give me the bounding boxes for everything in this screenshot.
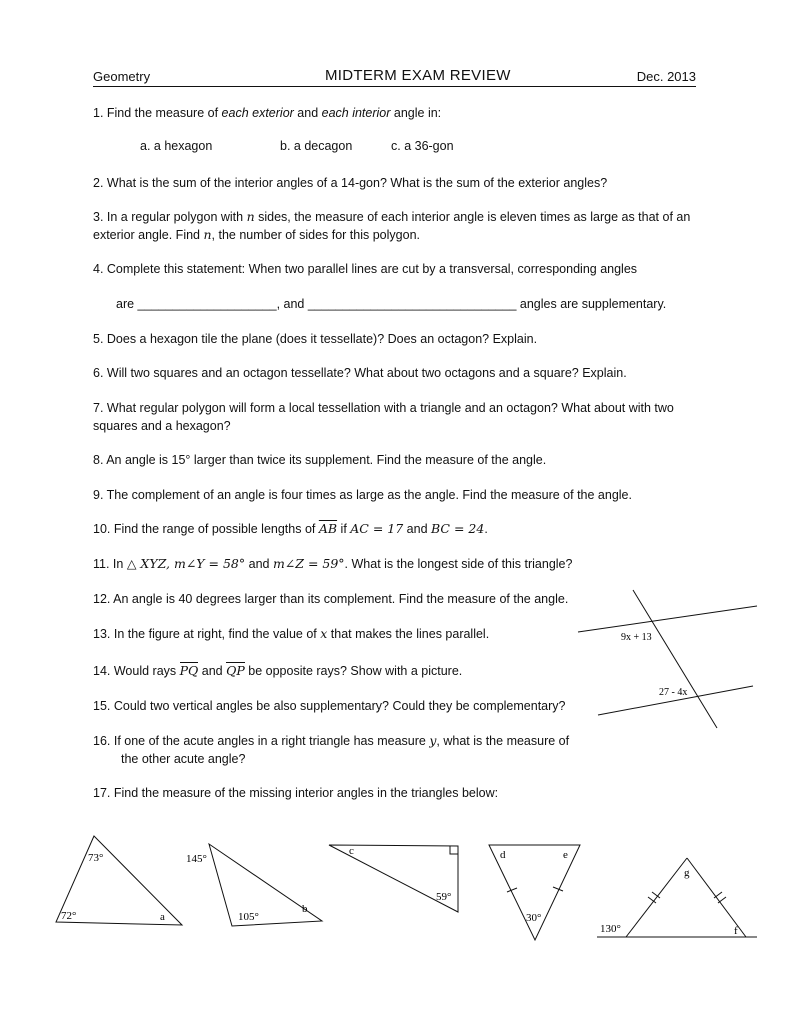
q10-text-and: and [403,522,431,536]
q14-ray-pq: PQ [179,663,199,678]
q1-emphasis-exterior: each exterior [221,106,294,120]
q3-variable-n: n [246,209,255,224]
triangle-5-tick-right-b [718,897,726,903]
question-15: 15. Could two vertical angles be also supplementary? Could they be complementary? [93,699,566,713]
q11-text-post: . What is the longest side of this triangle? [344,557,573,571]
question-7: 7. What regular polygon will form a local tessellation with a triangle and an octagon? What about with two [93,401,674,415]
question-7-line-2: squares and a hexagon? [93,419,231,433]
triangle-5 [597,858,757,937]
question-16-line-2: the other acute angle? [121,752,246,766]
q1-option-b: b. a decagon [280,139,353,153]
triangle-4-label-left: d [500,849,506,861]
q1-option-c: c. a 36-gon [391,139,454,153]
q11-math-angle-z: m∠Z = 59° [272,556,345,571]
q11-text-pre: 11. In [93,557,127,571]
page-title: MIDTERM EXAM REVIEW [325,67,511,84]
question-8: 8. An angle is 15° larger than twice its supplement. Find the measure of the angle. [93,453,547,467]
triangle-2 [186,844,322,926]
q1-emphasis-interior: each interior [321,106,391,120]
triangle-3-right-angle-mark [450,846,458,854]
triangle-1-label-top: 73° [88,852,104,864]
question-9: 9. The complement of an angle is four times as large as the angle. Find the measure of the angle. [93,488,632,502]
triangle-5-label-right: f [734,925,738,937]
question-5: 5. Does a hexagon tile the plane (does it tessellate)? Does an octagon? Explain. [93,332,538,346]
q11-text-and: and [245,557,273,571]
triangle-3-label-bottom: 59° [436,891,452,903]
triangle-1-label-right: a [160,911,165,923]
q1-text-post: angle in: [390,106,442,120]
date-label: Dec. 2013 [636,69,696,84]
q13-variable-x: x [320,626,328,641]
q13-angle-label-2: 27 - 4x [659,687,688,698]
triangle-1-label-left: 72° [61,910,77,922]
q13-text-pre: 13. In the figure at right, find the value of [93,627,321,641]
q13-text-post: that makes the lines parallel. [327,627,490,641]
q3-line2-post: , the number of sides for this polygon. [211,228,420,242]
q14-ray-qp: QP [226,663,245,678]
question-6: 6. Will two squares and an octagon tessellate? What about two octagons and a square? Explain. [93,366,627,380]
q11-math-triangle: △ XYZ, m∠Y = 58° [126,556,246,571]
question-4-line-2: are ____________________, and ______________________________ angles are supplementary. [116,297,667,311]
q10-math-ac: AC = 17 [350,521,404,536]
q16-variable-y: y [429,733,437,748]
triangle-5-label-exterior: 130° [600,923,621,935]
question-4: 4. Complete this statement: When two parallel lines are cut by a transversal, corresponding angles [93,262,638,276]
q10-segment-ab: $\overline{AB}$ [318,521,338,536]
triangle-4-label-right: e [563,849,568,861]
triangle-3-label-left: c [349,845,354,857]
q14-text-and: and [198,664,227,678]
triangle-5-left-side [626,858,687,937]
triangle-3 [329,845,458,912]
q14-text-pre: 14. Would rays [93,664,180,678]
q3-line2-pre: exterior angle. Find [93,228,204,242]
question-17: 17. Find the measure of the missing interior angles in the triangles below: [93,786,499,800]
triangle-4 [489,845,580,940]
q10-text-pre: 10. Find the range of possible lengths of [93,522,319,536]
q1-text-mid: and [293,106,322,120]
question-12: 12. An angle is 40 degrees larger than its complement. Find the measure of the angle. [93,592,569,606]
q10-text-post: . [484,522,488,536]
q14-text-post: be opposite rays? Show with a picture. [244,664,463,678]
q3-line2-variable-n: n [203,227,212,242]
q10-math-bc: BC = 24 [431,521,485,536]
q16-text-post: , what is the measure of [436,734,570,748]
q3-text-pre: 3. In a regular polygon with [93,210,247,224]
triangle-2-label-top: 145° [186,853,207,865]
triangle-2-label-bottom: 105° [238,911,259,923]
triangle-5-label-top: g [684,867,690,879]
subject-label: Geometry [93,69,151,84]
triangle-4-label-bottom: 30° [526,912,542,924]
triangle-1 [56,836,182,925]
question-2: 2. What is the sum of the interior angles of a 14-gon? What is the sum of the exterior angles? [93,176,608,190]
q13-angle-label-1: 9x + 13 [621,632,652,643]
triangle-2-label-right: b [302,903,308,915]
q10-text-if: if [337,522,351,536]
q1-option-a: a. a hexagon [140,139,213,153]
q1-text-pre: 1. Find the measure of [93,106,222,120]
q3-text-post: sides, the measure of each interior angle is eleven times as large as that of an [254,210,691,224]
q16-text-pre: 16. If one of the acute angles in a right triangle has measure [93,734,430,748]
